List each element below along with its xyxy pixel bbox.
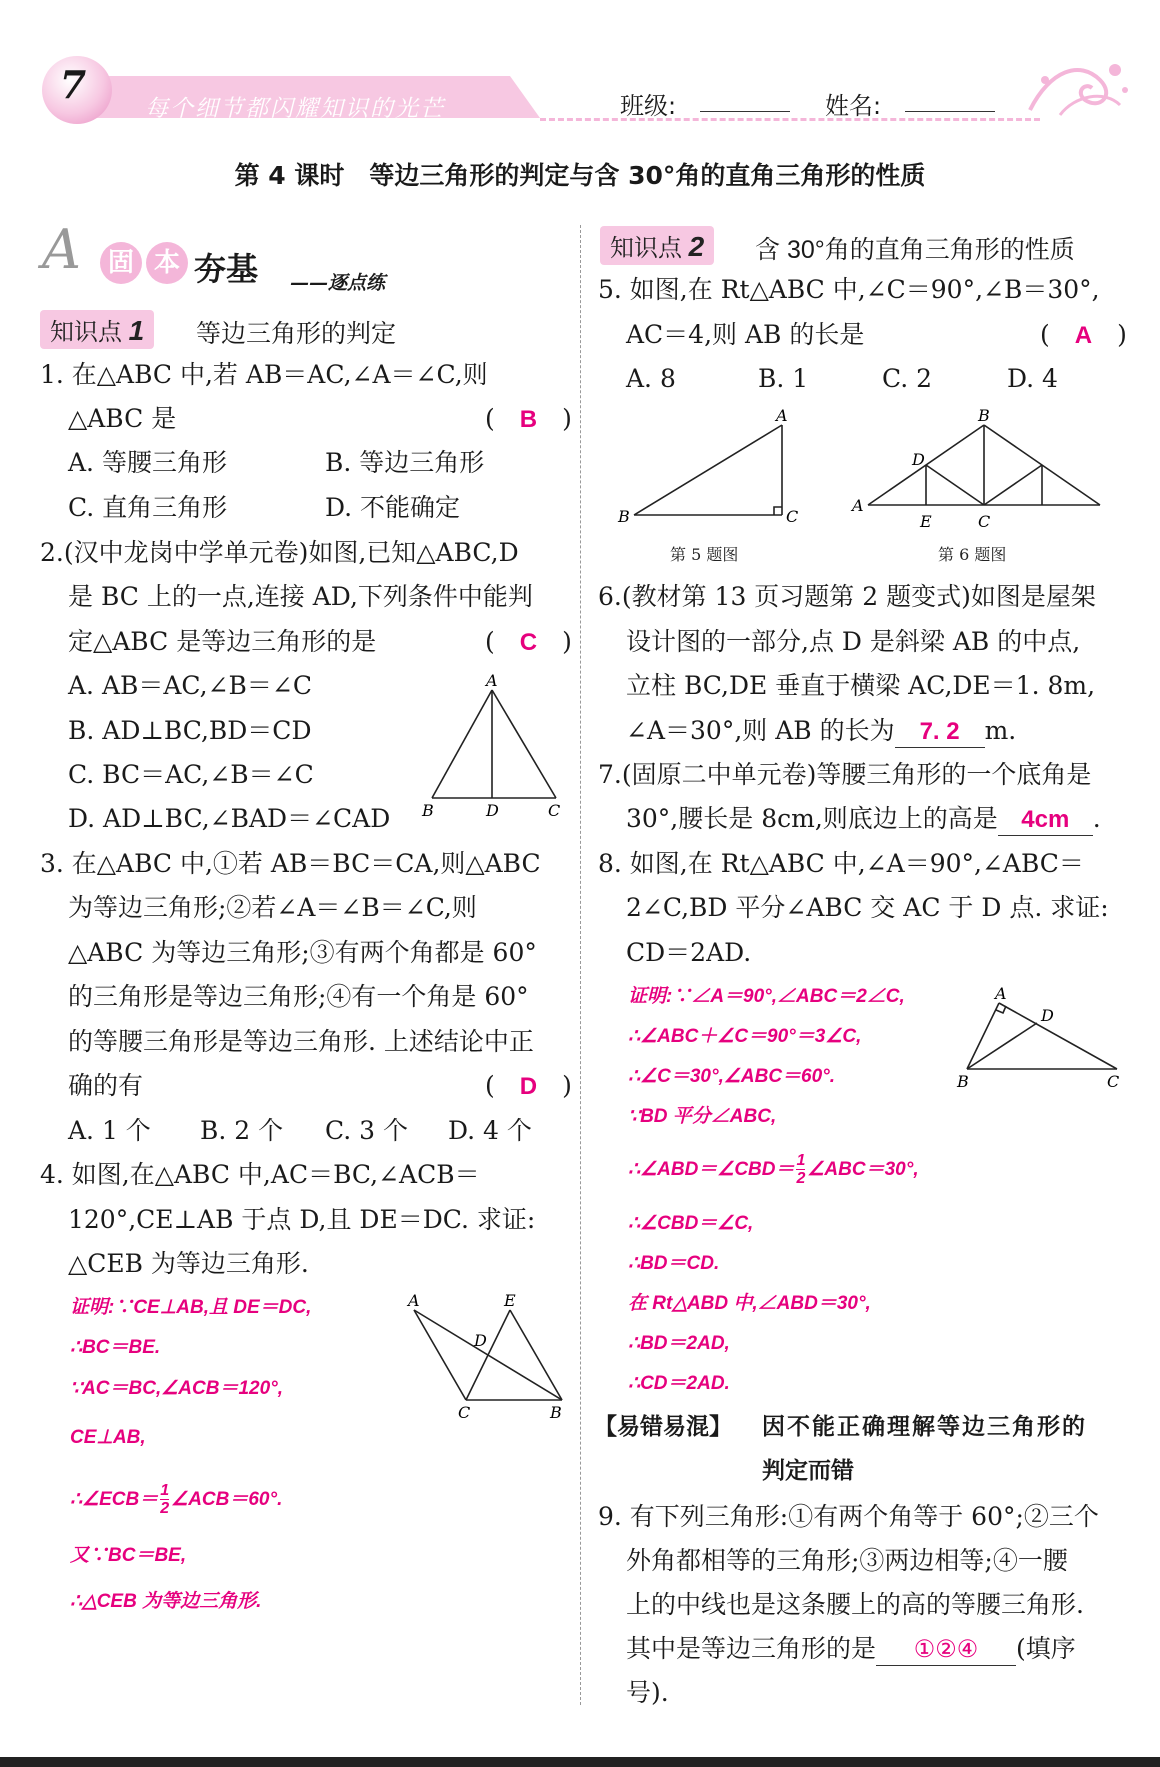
q4-line-2: 120°,CE⊥AB 于点 D,且 DE＝DC. 求证: — [68, 1205, 536, 1234]
q9-line-3: 上的中线也是这条腰上的高的等腰三角形. — [626, 1590, 1084, 1619]
q3-option-b: B. 2 个 — [200, 1116, 284, 1145]
q9-answer: ①②④ — [913, 1636, 979, 1663]
q8-proof-10: ∴CD＝2AD. — [628, 1373, 730, 1394]
q4-label-a: A — [408, 1291, 420, 1310]
q8-proof-9: ∴BD＝2AD, — [628, 1333, 730, 1354]
page-title: 第 4 课时 等边三角形的判定与含 30°角的直角三角形的性质 — [234, 161, 926, 190]
knowledge-point-1-title: 等边三角形的判定 — [196, 320, 397, 348]
q1-answer: B — [519, 406, 538, 433]
q8-figure — [955, 985, 1130, 1090]
section-subtitle: ——逐点练 — [290, 272, 386, 294]
q8-label-a: A — [995, 985, 1007, 1003]
q9-line-5: 号). — [626, 1678, 669, 1707]
q4-proof-6: 又∵BC＝BE, — [70, 1545, 187, 1566]
floral-ornament-icon — [1020, 50, 1130, 129]
q4-line-1: 4. 如图,在△ABC 中,AC＝BC,∠ACB＝ — [40, 1160, 480, 1189]
q3-line-3: △ABC 为等边三角形;③有两个角都是 60° — [68, 938, 537, 967]
q4-proof-3: ∵AC＝BC,∠ACB＝120°, — [70, 1378, 284, 1399]
name-label: 姓名: — [825, 92, 882, 120]
q8-proof-7: ∴BD＝CD. — [628, 1253, 720, 1274]
q6-line-4: ∠A＝30°,则 AB 的长为 7. 2 m. — [626, 716, 1016, 748]
q6-label-a: A — [852, 496, 864, 515]
q4-figure — [400, 1290, 570, 1420]
knowledge-point-1-label: 知识点 1 — [40, 310, 154, 349]
q6-line-1: 6.(教材第 13 页习题第 2 题变式)如图是屋架 — [598, 582, 1096, 611]
q3-answer-bracket: ( D ) — [485, 1071, 572, 1100]
q6-line-2: 设计图的一部分,点 D 是斜梁 AB 的中点, — [626, 627, 1081, 656]
q8-proof-3: ∴∠C＝30°,∠ABC＝60°. — [628, 1066, 836, 1087]
q3-line-2: 为等边三角形;②若∠A＝∠B＝∠C,则 — [68, 893, 477, 922]
q8-label-b: B — [957, 1072, 969, 1090]
q2-line-2: 是 BC 上的一点,连接 AD,下列条件中能判 — [68, 582, 533, 611]
q9-line-4: 其中是等边三角形的是 ①②④ (填序 — [626, 1634, 1076, 1666]
page-number: 7 — [59, 62, 87, 107]
q8-proof-6: ∴∠CBD＝∠C, — [628, 1213, 754, 1234]
q7-line-2: 30°,腰长是 8cm,则底边上的高是 4cm . — [626, 804, 1101, 836]
q5-option-a: A. 8 — [626, 364, 676, 393]
q1-option-b: B. 等边三角形 — [325, 448, 485, 477]
q2-figure — [420, 670, 570, 820]
q3-option-c: C. 3 个 — [325, 1116, 408, 1145]
q5-line-1: 5. 如图,在 Rt△ABC 中,∠C＝90°,∠B＝30°, — [598, 275, 1100, 304]
q6-line-3: 立柱 BC,DE 垂直于横梁 AC,DE＝1. 8m, — [626, 671, 1096, 700]
q4-proof-7: ∴△CEB 为等边三角形. — [70, 1591, 262, 1612]
q6-answer: 7. 2 — [919, 718, 960, 745]
q2-label-b: B — [422, 801, 434, 820]
q4-proof-4: CE⊥AB, — [70, 1427, 146, 1448]
q7-line-1: 7.(固原二中单元卷)等腰三角形的一个底角是 — [598, 760, 1092, 789]
q1-option-a: A. 等腰三角形 — [68, 448, 227, 477]
q1-option-d: D. 不能确定 — [325, 493, 461, 522]
q4-line-3: △CEB 为等边三角形. — [68, 1249, 309, 1278]
q5-label-a: A — [776, 406, 788, 425]
q8-proof-8: 在 Rt△ABD 中,∠ABD＝30°, — [628, 1293, 871, 1314]
q3-option-d: D. 4 个 — [448, 1116, 532, 1145]
q2-answer: C — [519, 629, 538, 656]
q8-line-3: CD＝2AD. — [626, 938, 752, 967]
q2-line-1: 2.(汉中龙岗中学单元卷)如图,已知△ABC,D — [40, 538, 519, 567]
q9-line-1: 9. 有下列三角形:①有两个角等于 60°;②三个 — [598, 1502, 1099, 1531]
section-letter: A — [42, 218, 81, 281]
q8-label-d: D — [1041, 1006, 1054, 1025]
q5-option-c: C. 2 — [882, 364, 933, 393]
q4-label-c: C — [458, 1403, 471, 1420]
q4-label-d: D — [474, 1331, 487, 1350]
q8-proof-1: 证明:∵∠A＝90°,∠ABC＝2∠C, — [628, 986, 905, 1007]
q3-line-4: 的三角形是等边三角形;④有一个角是 60° — [68, 982, 529, 1011]
knowledge-point-2-title: 含 30°角的直角三角形的性质 — [755, 236, 1075, 264]
q6-label-b: B — [978, 406, 990, 425]
q4-label-e: E — [504, 1291, 516, 1310]
section-title: 夯基 — [194, 250, 259, 288]
q3-line-1: 3. 在△ABC 中,①若 AB＝BC＝CA,则△ABC — [40, 849, 541, 878]
knowledge-point-2-label: 知识点 2 — [600, 226, 714, 265]
section-circle-1: 固 — [100, 242, 142, 284]
q5-label-c: C — [786, 507, 799, 526]
q2-option-a: A. AB＝AC,∠B＝∠C — [68, 671, 313, 700]
class-blank[interactable] — [700, 111, 790, 112]
q4-proof-2: ∴BC＝BE. — [70, 1337, 161, 1358]
q8-proof-2: ∴∠ABC＋∠C＝90°＝3∠C, — [628, 1026, 862, 1047]
q5-caption: 第 5 题图 — [670, 545, 739, 564]
q4-proof-5: ∴∠ECB＝ $\frac{1}{2}$ ∠ACB＝60°. — [70, 1482, 283, 1518]
q5-answer-bracket: ( A ) — [1040, 320, 1127, 349]
q4-proof-1: 证明:∵CE⊥AB,且 DE＝DC, — [70, 1297, 312, 1318]
q9-line-2: 外角都相等的三角形;③两边相等;④一腰 — [626, 1546, 1068, 1575]
q5-option-b: B. 1 — [758, 364, 809, 393]
name-blank[interactable] — [905, 111, 995, 112]
q5-answer: A — [1074, 322, 1093, 349]
q3-answer: D — [519, 1073, 538, 1100]
q3-line-5: 的等腰三角形是等边三角形. 上述结论中正 — [68, 1027, 534, 1056]
q5-figure — [612, 405, 812, 535]
q8-line-2: 2∠C,BD 平分∠ABC 交 AC 于 D 点. 求证: — [626, 893, 1109, 922]
header-dashed-line — [540, 118, 1040, 121]
q1-line-1: 1. 在△ABC 中,若 AB＝AC,∠A＝∠C,则 — [40, 360, 488, 389]
q2-label-d: D — [486, 801, 499, 820]
q2-label-a: A — [486, 671, 498, 690]
q1-option-c: C. 直角三角形 — [68, 493, 228, 522]
bottom-edge — [0, 1757, 1160, 1767]
q8-proof-4: ∵BD 平分∠ABC, — [628, 1106, 777, 1127]
q8-line-1: 8. 如图,在 Rt△ABC 中,∠A＝90°,∠ABC＝ — [598, 849, 1084, 878]
q2-line-3: 定△ABC 是等边三角形的是 — [68, 627, 377, 656]
column-divider — [580, 225, 581, 1705]
q2-option-b: B. AD⊥BC,BD＝CD — [68, 716, 312, 745]
header-slogan: 每个细节都闪耀知识的光芒 — [145, 96, 445, 122]
class-label: 班级: — [620, 92, 677, 120]
q6-caption: 第 6 题图 — [938, 545, 1007, 564]
q2-option-c: C. BC＝AC,∠B＝∠C — [68, 760, 314, 789]
q5-line-2: AC＝4,则 AB 的长是 — [626, 320, 865, 349]
section-circle-2: 本 — [146, 242, 188, 284]
q6-label-e: E — [920, 512, 932, 531]
q6-label-c: C — [978, 512, 991, 531]
q2-answer-bracket: ( C ) — [485, 627, 572, 656]
q4-label-b: B — [550, 1403, 562, 1420]
q3-line-6: 确的有 — [68, 1071, 144, 1100]
mistake-line-2: 判定而错 — [762, 1458, 854, 1484]
q3-option-a: A. 1 个 — [68, 1116, 151, 1145]
q5-label-b: B — [618, 507, 630, 526]
q6-label-d: D — [912, 450, 925, 469]
q1-line-2: △ABC 是 — [68, 404, 177, 433]
q8-label-c: C — [1107, 1072, 1120, 1090]
q2-label-c: C — [548, 801, 561, 820]
q7-answer: 4cm — [1021, 806, 1070, 833]
mistake-tag: 【易错易混】 — [594, 1414, 732, 1440]
q6-figure — [850, 405, 1110, 535]
q2-option-d: D. AD⊥BC,∠BAD＝∠CAD — [68, 804, 391, 833]
q5-option-d: D. 4 — [1007, 364, 1058, 393]
q1-answer-bracket: ( B ) — [485, 404, 572, 433]
q8-proof-5: ∴∠ABD＝∠CBD＝ $\frac{1}{2}$ ∠ABC＝30°, — [628, 1152, 919, 1188]
mistake-line-1: 因不能正确理解等边三角形的 — [762, 1414, 1087, 1440]
